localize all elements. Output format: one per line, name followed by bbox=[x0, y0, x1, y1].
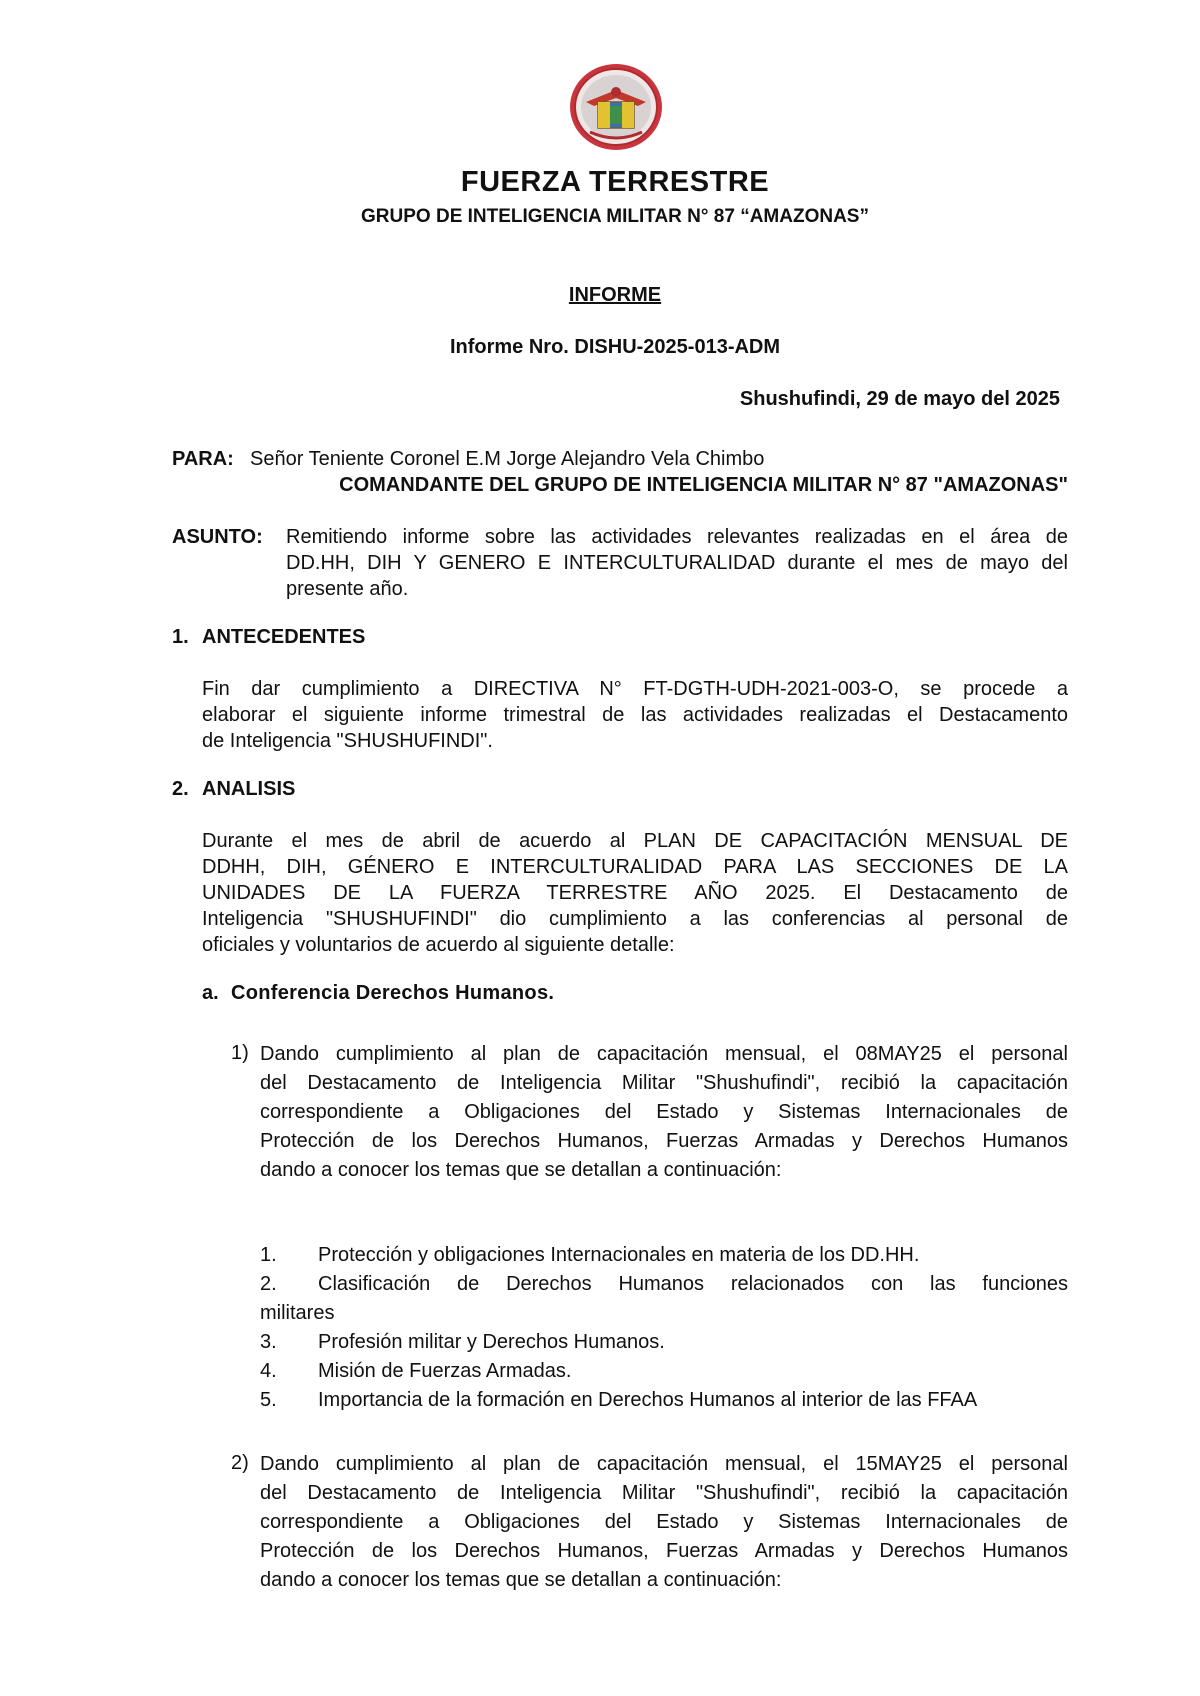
paragraph-line: correspondiente a Obligaciones del Estado y Sistemas Internacionales de bbox=[260, 1511, 1068, 1533]
list-item: Importancia de la formación en Derechos Humanos al interior de las FFAA bbox=[318, 1389, 978, 1411]
asunto-text bbox=[286, 524, 1068, 602]
list-number: 2. bbox=[260, 1273, 277, 1295]
paragraph-line: Protección de los Derechos Humanos, Fuerzas Armadas y Derechos Humanos bbox=[260, 1130, 1068, 1152]
list-item: Misión de Fuerzas Armadas. bbox=[318, 1360, 572, 1382]
recipient-role: COMANDANTE DEL GRUPO DE INTELIGENCIA MILITAR N° 87 "AMAZONAS" bbox=[339, 474, 1068, 496]
paragraph-line: Durante el mes de abril de acuerdo al PLAN DE CAPACITACIÓN MENSUAL DE bbox=[202, 830, 1068, 852]
paragraph-line: del Destacamento de Inteligencia Militar "Shushufindi", recibió la capacitación bbox=[260, 1072, 1068, 1094]
item2-paragraph bbox=[260, 1450, 1068, 1595]
paragraph-line: Inteligencia "SHUSHUFINDI" dio cumplimiento a las conferencias al personal de bbox=[202, 908, 1068, 930]
recipient-name: Señor Teniente Coronel E.M Jorge Alejandro Vela Chimbo bbox=[250, 448, 765, 470]
military-seal-logo bbox=[568, 62, 664, 152]
section-title: ANTECEDENTES bbox=[202, 626, 366, 648]
report-number: Informe Nro. DISHU-2025-013-ADM bbox=[449, 336, 781, 358]
asunto-line: presente año. bbox=[286, 578, 409, 600]
para-label: PARA: bbox=[172, 448, 234, 470]
paragraph-line: Fin dar cumplimiento a DIRECTIVA N° FT-DGTH-UDH-2021-003-O, se procede a bbox=[202, 678, 1068, 700]
subsection-label: a. bbox=[202, 982, 219, 1004]
section-number: 1. bbox=[172, 626, 189, 648]
list-number: 3. bbox=[260, 1331, 277, 1353]
paragraph-line: DDHH, DIH, GÉNERO E INTERCULTURALIDAD PARA LAS SECCIONES DE LA bbox=[202, 856, 1068, 878]
subsection-title: Conferencia Derechos Humanos. bbox=[231, 982, 555, 1004]
list-number: 4. bbox=[260, 1360, 277, 1382]
paragraph-line: del Destacamento de Inteligencia Militar "Shushufindi", recibió la capacitación bbox=[260, 1482, 1068, 1504]
list-item-text: Clasificación de Derechos Humanos relacionados con las funciones bbox=[318, 1273, 1068, 1295]
item1-paragraph bbox=[260, 1040, 1068, 1185]
list-number: 5. bbox=[260, 1389, 277, 1411]
section-number: 2. bbox=[172, 778, 189, 800]
list-item: Profesión militar y Derechos Humanos. bbox=[318, 1331, 665, 1353]
organization-subtitle: GRUPO DE INTELIGENCIA MILITAR N° 87 “AMAZONAS” bbox=[361, 206, 869, 227]
asunto-line: DD.HH, DIH Y GENERO E INTERCULTURALIDAD durante el mes de mayo del bbox=[286, 552, 1068, 574]
item-marker: 2) bbox=[231, 1452, 249, 1474]
list-item-continuation: militares bbox=[260, 1302, 335, 1324]
analisis-paragraph bbox=[202, 828, 1068, 958]
paragraph-line: oficiales y voluntarios de acuerdo al siguiente detalle: bbox=[202, 934, 675, 956]
paragraph-line: elaborar el siguiente informe trimestral de las actividades realizadas el Destacamento bbox=[202, 704, 1068, 726]
paragraph-line: UNIDADES DE LA FUERZA TERRESTRE AÑO 2025. El Destacamento de bbox=[202, 882, 1068, 904]
paragraph-line: dando a conocer los temas que se detallan a continuación: bbox=[260, 1159, 782, 1181]
organization-title: FUERZA TERRESTRE bbox=[460, 166, 770, 198]
paragraph-line: Dando cumplimiento al plan de capacitación mensual, el 08MAY25 el personal bbox=[260, 1043, 1068, 1065]
place-and-date: Shushufindi, 29 de mayo del 2025 bbox=[739, 388, 1060, 410]
asunto-line: Remitiendo informe sobre las actividades relevantes realizadas en el área de bbox=[286, 526, 1068, 548]
item-marker: 1) bbox=[231, 1042, 249, 1064]
paragraph-line: dando a conocer los temas que se detallan a continuación: bbox=[260, 1569, 782, 1591]
paragraph-line: de Inteligencia "SHUSHUFINDI". bbox=[202, 730, 493, 752]
list-item bbox=[318, 1271, 1068, 1297]
asunto-label: ASUNTO: bbox=[172, 526, 263, 548]
list-item: Protección y obligaciones Internacionales en materia de los DD.HH. bbox=[318, 1244, 920, 1266]
paragraph-line: correspondiente a Obligaciones del Estado y Sistemas Internacionales de bbox=[260, 1101, 1068, 1123]
document-heading: INFORME bbox=[568, 284, 662, 306]
section-title: ANALISIS bbox=[202, 778, 296, 800]
antecedentes-paragraph bbox=[202, 676, 1068, 754]
list-number: 1. bbox=[260, 1244, 277, 1266]
paragraph-line: Protección de los Derechos Humanos, Fuerzas Armadas y Derechos Humanos bbox=[260, 1540, 1068, 1562]
paragraph-line: Dando cumplimiento al plan de capacitación mensual, el 15MAY25 el personal bbox=[260, 1453, 1068, 1475]
